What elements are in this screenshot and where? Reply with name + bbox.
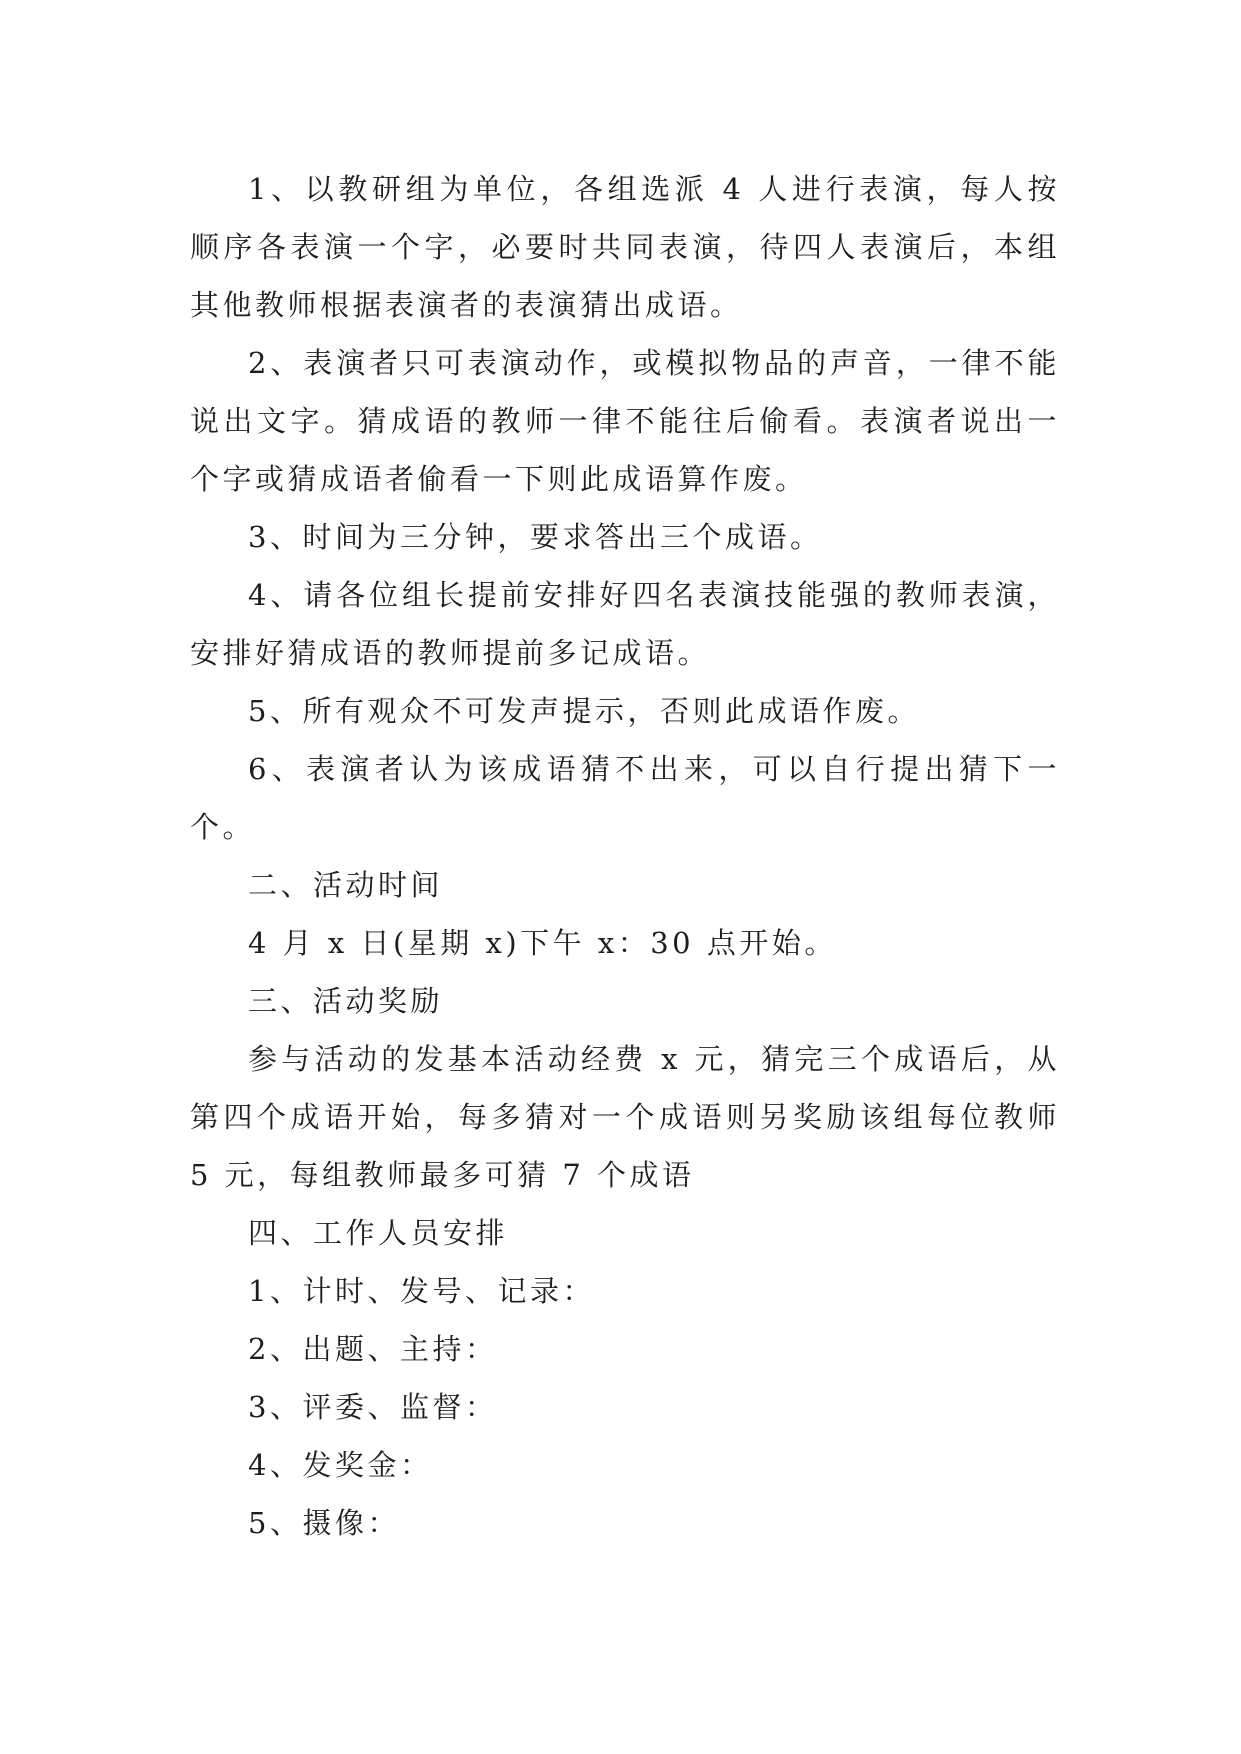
- staff-item-2: 2、出题、主持：: [248, 1332, 498, 1366]
- rule-5-paragraph: 5、所有观众不可发声提示，否则此成语作废。: [248, 694, 920, 728]
- staff-item-4: 4、发奖金：: [248, 1448, 433, 1482]
- activity-reward-paragraph: 参与活动的发基本活动经费 x 元，猜完三个成语后，从第四个成语开始，每多猜对一个成语则另奖励该组每位教师 5 元，每组教师最多可猜 7 个成语: [190, 1042, 1060, 1192]
- section-heading-activity-reward: 三、活动奖励: [248, 984, 444, 1018]
- rule-1-paragraph: 1、以教研组为单位，各组选派 4 人进行表演，每人按顺序各表演一个字，必要时共同表演，待四人表演后，本组其他教师根据表演者的表演猜出成语。: [190, 172, 1060, 322]
- rule-2-paragraph: 2、表演者只可表演动作，或模拟物品的声音，一律不能说出文字。猜成语的教师一律不能往后偷看。表演者说出一个字或猜成语者偷看一下则此成语算作废。: [190, 346, 1060, 496]
- activity-time-paragraph: 4 月 x 日(星期 x)下午 x：30 点开始。: [248, 926, 837, 960]
- rule-6-paragraph: 6、表演者认为该成语猜不出来，可以自行提出猜下一个。: [190, 752, 1060, 844]
- staff-item-3: 3、评委、监督：: [248, 1390, 498, 1424]
- section-heading-staff-arrangement: 四、工作人员安排: [248, 1216, 509, 1250]
- staff-item-5: 5、摄像：: [248, 1506, 400, 1540]
- staff-item-1: 1、计时、发号、记录：: [248, 1274, 595, 1308]
- document-body: [190, 160, 1060, 1552]
- rule-4-paragraph: 4、请各位组长提前安排好四名表演技能强的教师表演，安排好猜成语的教师提前多记成语。: [190, 578, 1060, 670]
- section-heading-activity-time: 二、活动时间: [248, 868, 444, 902]
- rule-3-paragraph: 3、时间为三分钟，要求答出三个成语。: [248, 520, 823, 554]
